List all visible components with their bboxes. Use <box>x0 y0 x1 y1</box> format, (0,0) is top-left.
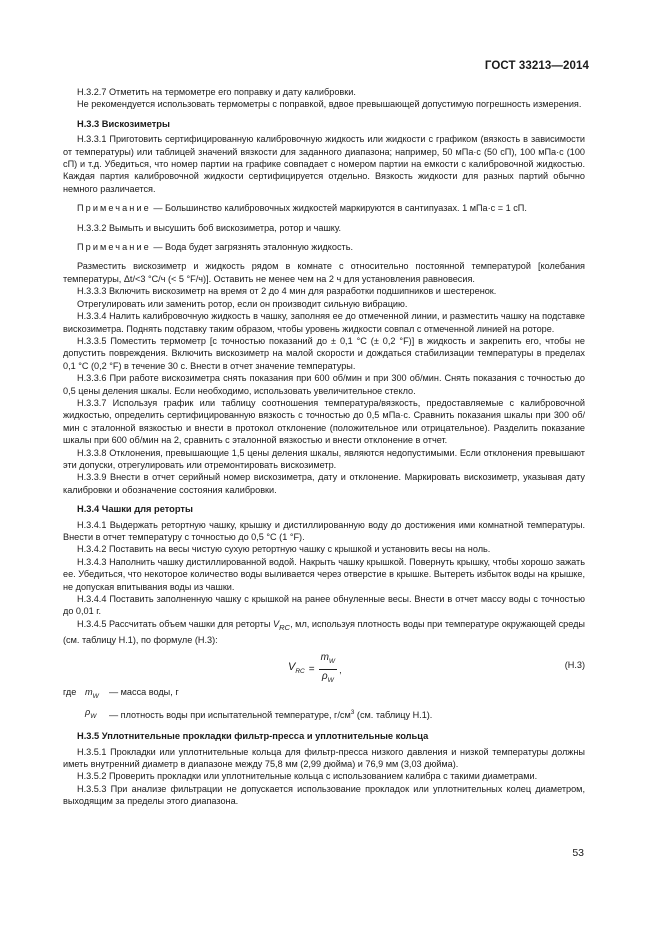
paragraph: Н.3.3.8 Отклонения, превышающие 1,5 цены деления шкалы, являются недопустимыми. Если отклонения превышают эти допуски, отрегулировать или отремонтировать вискозиметр. <box>63 447 585 470</box>
text-run: — плотность воды при испытательной температуре, г/см <box>109 710 351 721</box>
section-heading-retort-cups: Н.3.4 Чашки для реторты <box>77 504 193 515</box>
formula-symbol: V <box>288 661 296 674</box>
symbol: V <box>272 618 280 629</box>
definition-text: — масса воды, г <box>109 687 179 698</box>
equation-number: (Н.3) <box>564 660 585 671</box>
paragraph: Н.3.3.2 Вымыть и высушить боб вискозиметра, ротор и чашку. <box>77 222 342 233</box>
section-heading-gaskets: Н.3.5 Уплотнительные прокладки фильтр-пресса и уплотнительные кольца <box>77 731 429 742</box>
symbol: ρ <box>85 707 91 718</box>
text-run: , мл, используя плотность воды при температуре окружающей среды (см. таблицу Н.1), по формуле (Н.3): <box>63 618 585 646</box>
paragraph: Н.3.5.2 Проверить прокладки или уплотнительные кольца с использованием калибра с такими диаметрами. <box>77 771 538 782</box>
paragraph: Н.3.4.1 Выдержать ретортную чашку, крышку и дистиллированную воду до достижения ими комнатной температуры. Внести в отчет температуру с точностью до 0,5 °С (1 °F). <box>63 519 585 542</box>
formula-denominator <box>322 670 334 687</box>
paragraph: Разместить вискозиметр и жидкость рядом в комнате с относительно постоянной температурой [колебания температуры, Δt/<3 °С/ч (< 5 °F/ч)]. Оставить не менее чем на 2 ч для установления равновесия. <box>63 261 585 284</box>
paragraph: Н.3.3.5 Поместить термометр [с точностью показаний до ± 0,1 °С (± 0,2 °F)] в жидкость и закрепить его, чтобы не допустить повреждения. Включить вискозиметр на малой скорости и дождаться стабилизации температуры в пределах 0,1 °С (0,2 °F) в течение 30 с. Внести в отчет значение температуры. <box>63 335 585 371</box>
standard-header: ГОСТ 33213—2014 <box>484 60 589 72</box>
formula-subscript: W <box>328 658 336 666</box>
paragraph: Н.3.4.2 Поставить на весы чистую сухую ретортную чашку с крышкой и установить весы на ноль. <box>77 544 491 555</box>
formula-symbol: m <box>320 652 329 664</box>
spacer <box>63 706 85 723</box>
formula-equals: = <box>308 663 315 675</box>
formula-lhs <box>288 661 305 679</box>
definition-row <box>63 706 585 723</box>
symbol-subscript: W <box>90 713 97 721</box>
note-text: — Большинство калибровочных жидкостей маркируются в сантипуазах. 1 мПа·с = 1 сП. <box>150 203 527 214</box>
section-heading-viscometers: Н.3.3 Вискозиметры <box>77 118 170 129</box>
paragraph <box>63 618 585 647</box>
paragraph: Н.3.4.4 Поставить заполненную чашку с крышкой на ранее обнуленные весы. Внести в отчет массу воды с точностью до 0,01 г. <box>63 594 585 617</box>
note-text: — Вода будет загрязнять эталонную жидкость. <box>150 242 354 253</box>
formula-numerator <box>319 652 337 670</box>
formula-comma: , <box>339 664 342 675</box>
text-run: Н.3.4.5 Рассчитать объем чашки для реторты <box>77 618 273 629</box>
formula-subscript: W <box>327 677 334 685</box>
paragraph: Н.3.3.1 Приготовить сертифицированную калибровочную жидкость или жидкости с графиком (вязкость в зависимости от температуры) или таблицей значений вязкости для заданного диапазона; например, 50 мПа·с (50 сП), 100 мПа·с (100 сП) и т.д. Убедиться, что номер партии на графике совпадает с номером партии на емкости с калибровочной жидкостью. Каждая партия калибровочной жидкости сертифицируется отдельно. Вязкость жидкости для разных партий обычно немного различается. <box>63 134 585 194</box>
symbol: m <box>85 687 93 698</box>
paragraph: Н.3.3.4 Налить калибровочную жидкость в чашку, заполняя ее до отмеченной линии, и разместить чашку на подставке вискозиметра. Поднять подставку таким образом, чтобы уровень жидкости совпал с отмеченной линией на роторе. <box>63 311 585 334</box>
page-content <box>63 86 585 808</box>
definition-text <box>109 706 432 723</box>
symbol-subscript: RC <box>279 622 291 632</box>
paragraph: Н.3.5.1 Прокладки или уплотнительные кольца для фильтр-пресса низкого давления и низкой температуры должны иметь внутренний диаметр в диапазоне между 75,8 мм (2,99 дюйма) и 76,9 мм (3,03 дюйма). <box>63 746 585 769</box>
note-label: Примечание <box>77 242 151 253</box>
text-run: (см. таблицу Н.1). <box>354 710 433 721</box>
formula-fraction <box>319 652 337 687</box>
paragraph: Н.3.3.7 Используя график или таблицу соотношения температура/вязкость, предоставляемые с калибровочной жидкостью, определить сертифицированную вязкость с точностью до 0,5 мПа·с. Сравнить показания шкалы при 300 об/мин с эталонной вязкостью и внести в протокол отклонение (положительное или отрицательное). Разделить показание шкалы при 600 об/мин на 2, сравнить с эталонной вязкостью и внести отклонение в отчет. <box>63 397 585 446</box>
superscript: 3 <box>350 709 355 717</box>
formula-subscript: RC <box>295 668 305 676</box>
paragraph: Н.3.5.3 При анализе фильтрации не допускается использование прокладок или уплотнительных колец диаметром, выходящим за пределы этого диапазона. <box>63 783 585 807</box>
paragraph: Н.3.4.3 Наполнить чашку дистиллированной водой. Накрыть чашку крышкой. Повернуть крышку, чтобы хорошо зажать ее. Убедиться, что некоторое количество воды выливается через отверстие в крышке. Вытереть избыток воды на крышке, не допуская впитывания воды из чашки. <box>63 556 585 592</box>
note-paragraph <box>63 241 585 253</box>
paragraph: Н.3.2.7 Отметить на термометре его поправку и дату калибровки. <box>77 87 356 97</box>
paragraph: Н.3.3.6 При работе вискозиметра снять показания при 600 об/мин и при 300 об/мин. Снять показания с точностью до 0,5 цены деления шкалы. Если необходимо, использовать увеличительное стекло. <box>63 373 585 396</box>
definition-list <box>63 686 585 723</box>
paragraph: Не рекомендуется использовать термометры с поправкой, вдвое превышающей допустимую погрешность измерения. <box>77 99 582 110</box>
formula-expression <box>288 652 342 687</box>
paragraph: Н.3.3.3 Включить вискозиметр на время от 2 до 4 мин для разработки подшипников и шестеренок. <box>77 286 497 297</box>
note-paragraph <box>63 202 585 214</box>
note-label: Примечание <box>77 203 151 214</box>
page-number: 53 <box>572 847 584 859</box>
paragraph: Н.3.3.9 Внести в отчет серийный номер вискозиметра, дату и отклонение. Маркировать вискозиметр, указывая дату калибровки и обозначение состояния калибровки. <box>63 472 585 495</box>
formula-h3 <box>63 652 585 685</box>
symbol-subscript: W <box>92 693 99 701</box>
definition-symbol <box>85 686 109 703</box>
paragraph: Отрегулировать или заменить ротор, если он производит сильную вибрацию. <box>77 298 408 309</box>
definition-row <box>63 686 585 703</box>
definition-symbol <box>85 706 109 723</box>
formula-symbol: ρ <box>321 671 328 683</box>
where-word: где <box>63 687 77 698</box>
